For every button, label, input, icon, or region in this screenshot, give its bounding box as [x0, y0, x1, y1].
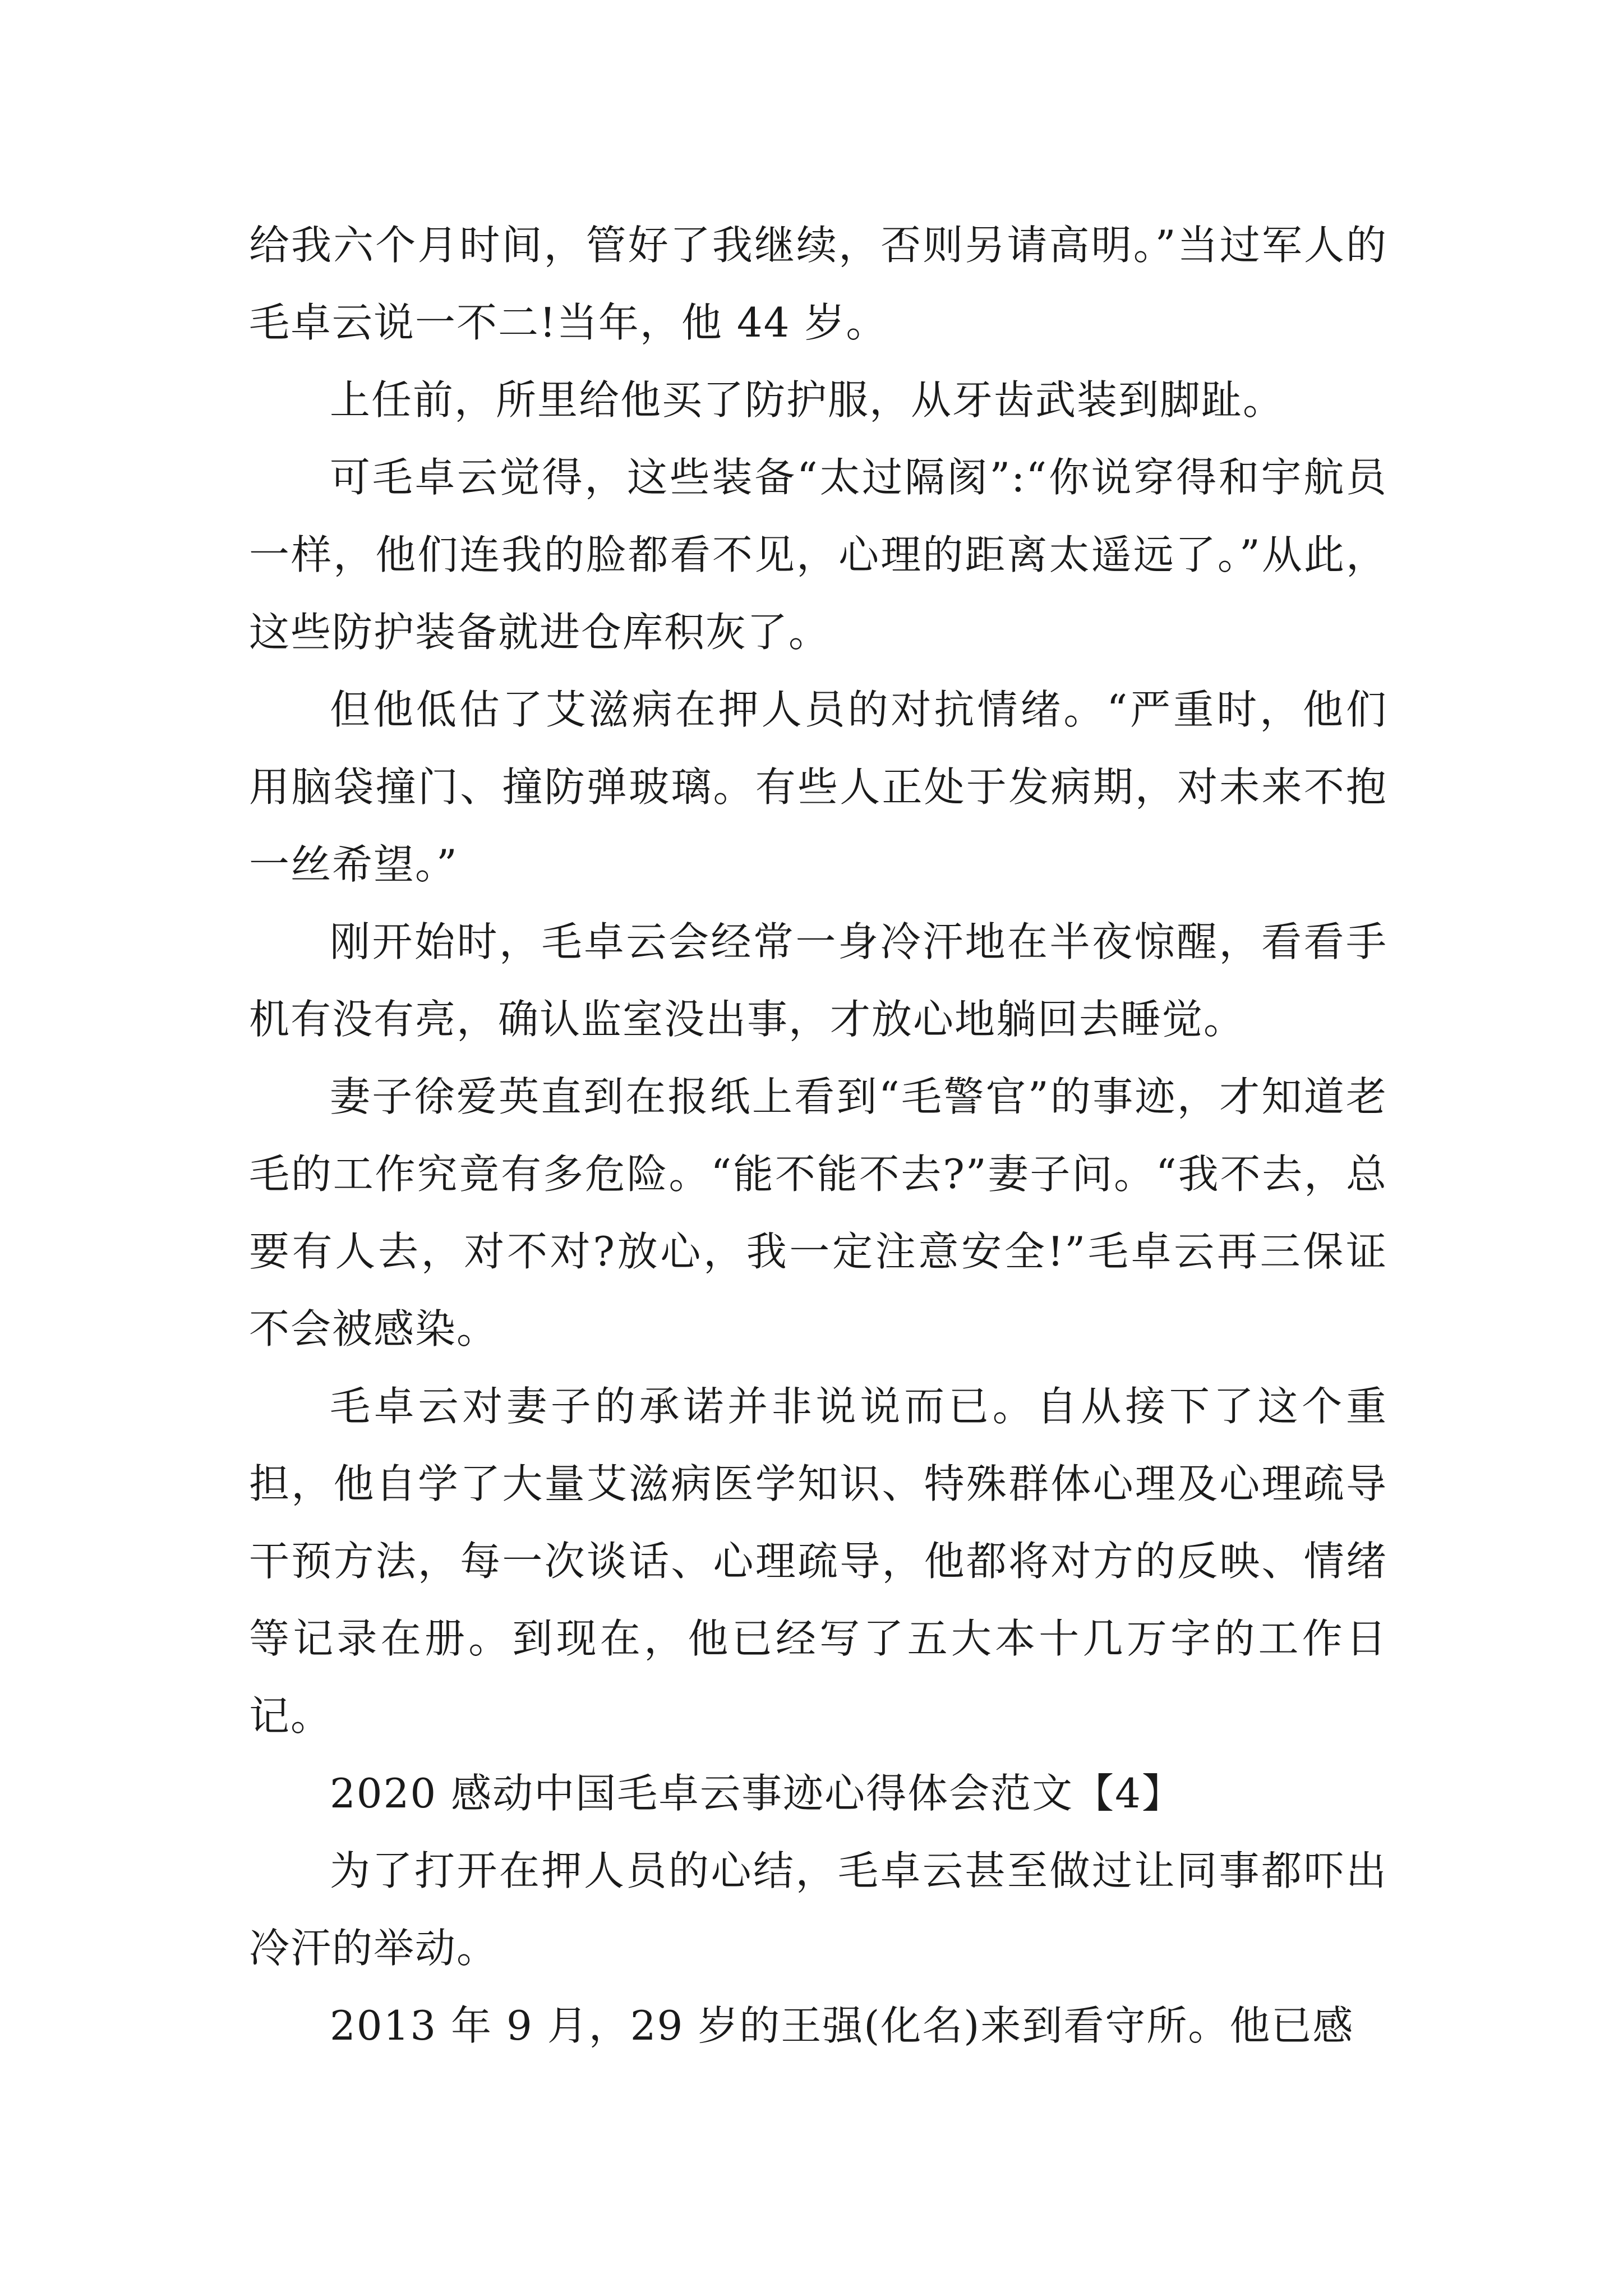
paragraph-6: 妻子徐爱英直到在报纸上看到“毛警官”的事迹，才知道老毛的工作究竟有多危险。“能不能不去?”妻子问。“我不去，总要有人去，对不对?放心，我一定注意安全!”毛卓云再三保证不会被感染。 — [249, 1073, 1387, 1352]
paragraph-5: 刚开始时，毛卓云会经常一身冷汗地在半夜惊醒，看看手机有没有亮，确认监室没出事，才放心地躺回去睡觉。 — [249, 918, 1387, 1043]
paragraph-3: 可毛卓云觉得，这些装备“太过隔阂”:“你说穿得和宇航员一样，他们连我的脸都看不见，心理的距离太遥远了。”从此，这些防护装备就进仓库积灰了。 — [249, 454, 1387, 656]
paragraph-7: 毛卓云对妻子的承诺并非说说而已。自从接下了这个重担，他自学了大量艾滋病医学知识、特殊群体心理及心理疏导干预方法，每一次谈话、心理疏导，他都将对方的反映、情绪等记录在册。到现在，他已经写了五大本十几万字的工作日记。 — [249, 1383, 1387, 1740]
paragraph-8: 为了打开在押人员的心结，毛卓云甚至做过让同事都吓出冷汗的举动。 — [249, 1847, 1387, 1972]
paragraph-4: 但他低估了艾滋病在押人员的对抗情绪。“严重时，他们用脑袋撞门、撞防弹玻璃。有些人正处于发病期，对未来不抱一丝希望。” — [249, 686, 1387, 888]
paragraph-9: 2013 年 9 月，29 岁的王强(化名)来到看守所。他已感 — [330, 2002, 1354, 2049]
document-body — [249, 206, 1387, 2064]
paragraph-1: 给我六个月时间，管好了我继续，否则另请高明。”当过军人的毛卓云说一不二!当年，他 44 岁。 — [249, 222, 1387, 346]
section-heading: 2020 感动中国毛卓云事迹心得体会范文【4】 — [330, 1770, 1183, 1817]
paragraph-2: 上任前，所里给他买了防护服，从牙齿武装到脚趾。 — [330, 376, 1285, 424]
